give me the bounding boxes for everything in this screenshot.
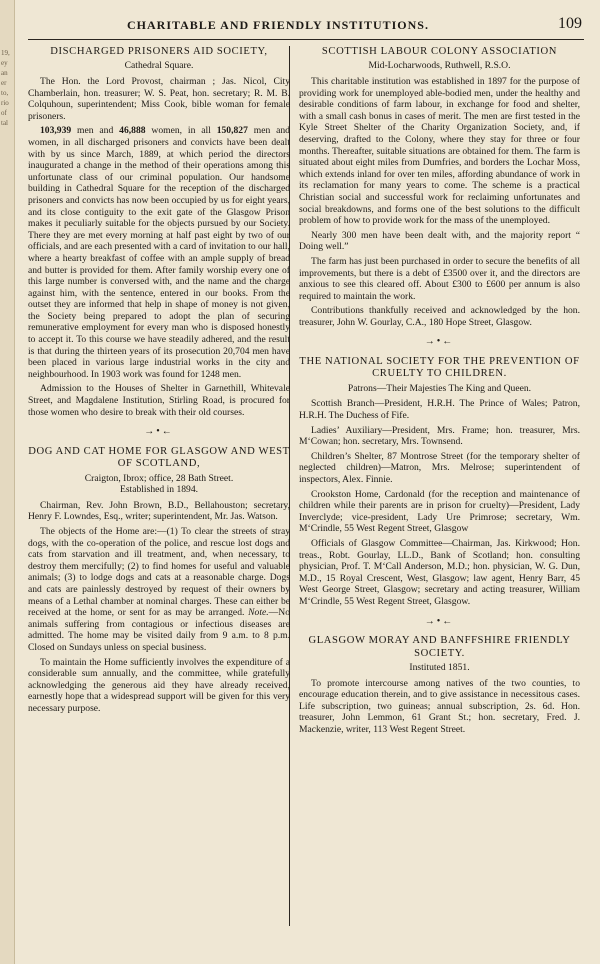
maintain-paragraph: To maintain the Home sufficiently involves the expenditure of a considerable sum annually, and the committee, while gratefully acknowledging the generous aid they have already received, earnestly hope that a widespread support will be given for this very necessary purpose. [28, 656, 290, 714]
officers-paragraph: Chairman, Rev. John Brown, B.D., Bellahouston; secretary, Henry F. Lowndes, Esq., writer; superintendent, Mr. Jas. Watson. [28, 499, 290, 523]
admission-paragraph: Admission to the Houses of Shelter in Garnethill, Whitevale Street, and Magdalene Institution, Stirling Road, is procured for those women who desire to break with their old courses. [28, 383, 290, 418]
stat-total: 150,827 [216, 125, 248, 137]
section-discharged-prisoners [28, 46, 290, 418]
section-title: DISCHARGED PRISONERS AID SOCIETY, [50, 46, 268, 57]
left-column [28, 46, 290, 718]
officers-paragraph: The Hon. the Lord Provost, chairman ; Jas. Nicol, City Chamberlain, hon. treasurer; W. S. Peat, hon. secretary; R. M. B. Colquhoun, superintendent; Miss Cook, bible woman for female prisoners. [28, 76, 290, 122]
margin-mark: an [1, 69, 8, 77]
header-rule [28, 39, 584, 40]
section-location: Mid-Locharwoods, Ruthwell, R.S.O. [368, 60, 511, 72]
childrens-shelter-paragraph: Children’s Shelter, 87 Montrose Street (for the temporary shelter of neglected children)—Matron, Mrs. Melrose; superintendent of inspectors, Alex. Finnie. [299, 450, 580, 486]
body-paragraph: This charitable institution was established in 1897 for the purpose of providing work for unemployed able-bodied men, under the healthy and desirable conditions of farm labour, in exchange for food and shelter, with a small cash bonus in cases of merit. The men are first tested in the Kyle Street Shelter of the Charity Organization Society, and, if deserving, drafted to the Colony, where they stay for three or four months. Thereafter, suitable situations are obtained for them. The farm is situated about eight miles from Dumfries, and borders the Lochar Moss, which extends inland for over ten miles, affording abundance of work in its reclamation for many years to come. The scheme is a practical Christian social and successful work for reclaiming unfortunates and social breakdowns, and forms one of the best solutions to the difficult problem of how to provide work for the mass of the unemployed. [299, 76, 580, 227]
stat-women: 46,888 [119, 125, 146, 137]
section-title: DOG AND CAT HOME FOR GLASGOW AND WEST OF SCOTLAND, [28, 445, 290, 470]
page-number: 109 [558, 15, 582, 32]
section-labour-colony [299, 46, 580, 328]
ornament-divider: →•← [144, 426, 174, 438]
objects-text: The objects of the Home are:—(1) To clear the streets of stray dogs, with the co-operation of the police, and rescue lost dogs and cats from starvation and ill treatment, and, when necessary, to destroy them mercifully; (2) to find homes for useful and valuable animals; (3) to lodge dogs and cats at a reasonable charge. Dogs and cats are painlessly destroyed by request of their owners by means of a Lethal chamber at nominal charges. These can either be received at the home, or sent for as may be arranged. [28, 526, 290, 619]
section-title: SCOTTISH LABOUR COLONY ASSOCIATION [321, 46, 558, 57]
margin-mark: er [1, 79, 7, 87]
margin-mark: 19, [1, 49, 10, 57]
margin-mark: of [1, 109, 7, 117]
right-column [299, 46, 580, 739]
note-text: —No animals suffering from contagious or infectious diseases are admitted. The home may be visited daily from 9 a.m. to 8 p.m. Closed on Sundays unless on special business. [28, 607, 290, 653]
note-label: Note. [248, 607, 269, 619]
body-paragraph: To promote intercourse among natives of the two counties, to encourage education therein, and to give assistance in necessitous cases. Life subscription, two guineas; annual subscription, 2s. 6d. Hon. treasurer, John Lemmon, 61 Grant St.; hon. secretary, Fred. J. Mackenzie, writer, 113 West Regent Street. [299, 677, 580, 735]
margin-marks [1, 48, 13, 128]
adjacent-page-margin [0, 0, 15, 964]
running-header [28, 15, 584, 38]
objects-paragraph [28, 526, 290, 654]
patrons: Patrons—Their Majesties The King and Queen. [347, 382, 532, 394]
margin-mark: ey [1, 59, 8, 67]
margin-mark: rio [1, 99, 9, 107]
section-nspcc [299, 356, 580, 608]
section-location: Craigton, Ibrox; office, 28 Bath Street. [84, 472, 234, 484]
ladies-auxiliary-paragraph: Ladies’ Auxiliary—President, Mrs. Frame; hon. treasurer, Mrs. M‘Cowan; hon. secretary, Mrs. Townsend. [299, 424, 580, 448]
nearly-paragraph: Nearly 300 men have been dealt with, and the majority report “ Doing well.” [299, 229, 580, 253]
officials-paragraph: Officials of Glasgow Committee—Chairman, Jas. Kirkwood; Hon. treas., Robt. Gourlay, LL.D., Bank of Scotland; hon. consulting physician, Prof. T. M‘Call Anderson, M.D.; hon. physician, W. G. Dun, M.D., 15 Royal Crescent, West, Glasgow; law agent, Henry Barr, 45 West George Street, Glasgow; secretary and acting treasurer, William M‘Crindle, 55 West Regent Street, Glasgow. [299, 538, 580, 607]
crookston-paragraph: Crookston Home, Cardonald (for the reception and maintenance of children while their parents are in prison for cruelty)—President, Lady Inverclyde; vice-president, Lady Ure Primrose; secretary, Wm. M‘Crindle, 55 West Regent Street, Glasgow [299, 488, 580, 535]
running-title: CHARITABLE AND FRIENDLY INSTITUTIONS. [127, 18, 429, 32]
stat-men: 103,939 [40, 125, 72, 137]
margin-mark: tal [1, 119, 8, 127]
section-moray-banff [299, 635, 580, 735]
statistics-paragraph: 103,939 men and 46,888 women, in all 150,827 men and women, in all discharged prisoners and convicts have been dealt with by us since March, 1889, at which period the directors inaugurated a change in the method of their operations among this unfortunate class of our criminal population. Our handsome building in Cathedral Square for the reception of the discharged prisoners and convicts has now been occupied by us for eight years, and its close contiguity to the exit gate of the Glasgow Prison makes it peculiarly suitable for the objects pursued by our Society. There they are met every morning at half past eight by two of our officials, and are each presented with a card of invitation to our hall, where a hearty breakfast of coffee with an ample supply of bread and butter is provided for them. After family worship every one of this large number is conversed with, and the name and the charge against him, with the sentence, entered in our books. From the outset they are informed that help in shape of money is not given, the Society being prepared to adopt the plan of securing remunerative employment for every man who is disposed honestly to accept it. To this course we have steadily adhered, and the result is that during the thirteen years of its prosecution 20,704 men have been placed in various large industrial works in the city and neighbourhood. In 1903 work was found for 1248 men. [28, 125, 290, 380]
established: Established in 1894. [119, 484, 199, 496]
section-title: THE NATIONAL SOCIETY FOR THE PREVENTION OF CRUELTY TO CHILDREN. [299, 356, 580, 380]
farm-paragraph: The farm has just been purchased in order to secure the benefits of all improvements, but there is a debt of £3500 over it, and the directors are anxious to see this cleared off. About £300 to £600 per annum is also required to maintain the work. [299, 255, 580, 302]
body-text: men and women, in all discharged prisoners and convicts have been dealt with by us since March, 1889, at which period the directors inaugurated a change in the method of their operations among this unfortunate class of our criminal population. Our handsome building in Cathedral Square for the reception of the discharged prisoners and convicts has now been occupied by us for eight years, and its close contiguity to the exit gate of the Glasgow Prison makes it peculiarly suitable for the objects pursued by our Society. There they are met every morning at half past eight by two of our officials, and are each presented with a card of invitation to our hall, where a hearty breakfast of coffee with an ample supply of bread and butter is provided for them. After family worship every one of this large number is conversed with, and the name and the charge against him, with the sentence, entered in our books. From the outset they are informed that help in shape of money is not given, the Society being prepared to adopt the plan of securing remunerative employment for every man who is disposed honestly to accept it. To this course we have steadily adhered, and the result is that during the thirteen years of its prosecution 20,704 men have been placed in various large industrial works in the city and neighbourhood. In 1903 work was found for 1248 men. [28, 125, 290, 380]
ornament-divider: →•← [424, 336, 455, 348]
contributions-paragraph: Contributions thankfully received and acknowledged by the hon. treasurer, John W. Gourlay, C.A., 180 Hope Street, Glasgow. [299, 305, 580, 328]
instituted: Instituted 1851. [409, 661, 470, 673]
ornament-divider: →•← [424, 615, 455, 627]
section-location: Cathedral Square. [124, 60, 194, 72]
section-dog-cat-home [28, 446, 290, 715]
section-title: GLASGOW MORAY AND BANFFSHIRE FRIENDLY SOCIETY. [308, 635, 571, 659]
scottish-branch-paragraph: Scottish Branch—President, H.R.H. The Prince of Wales; Patron, H.R.H. The Duchess of Fife. [299, 398, 580, 422]
margin-mark: to, [1, 89, 9, 97]
